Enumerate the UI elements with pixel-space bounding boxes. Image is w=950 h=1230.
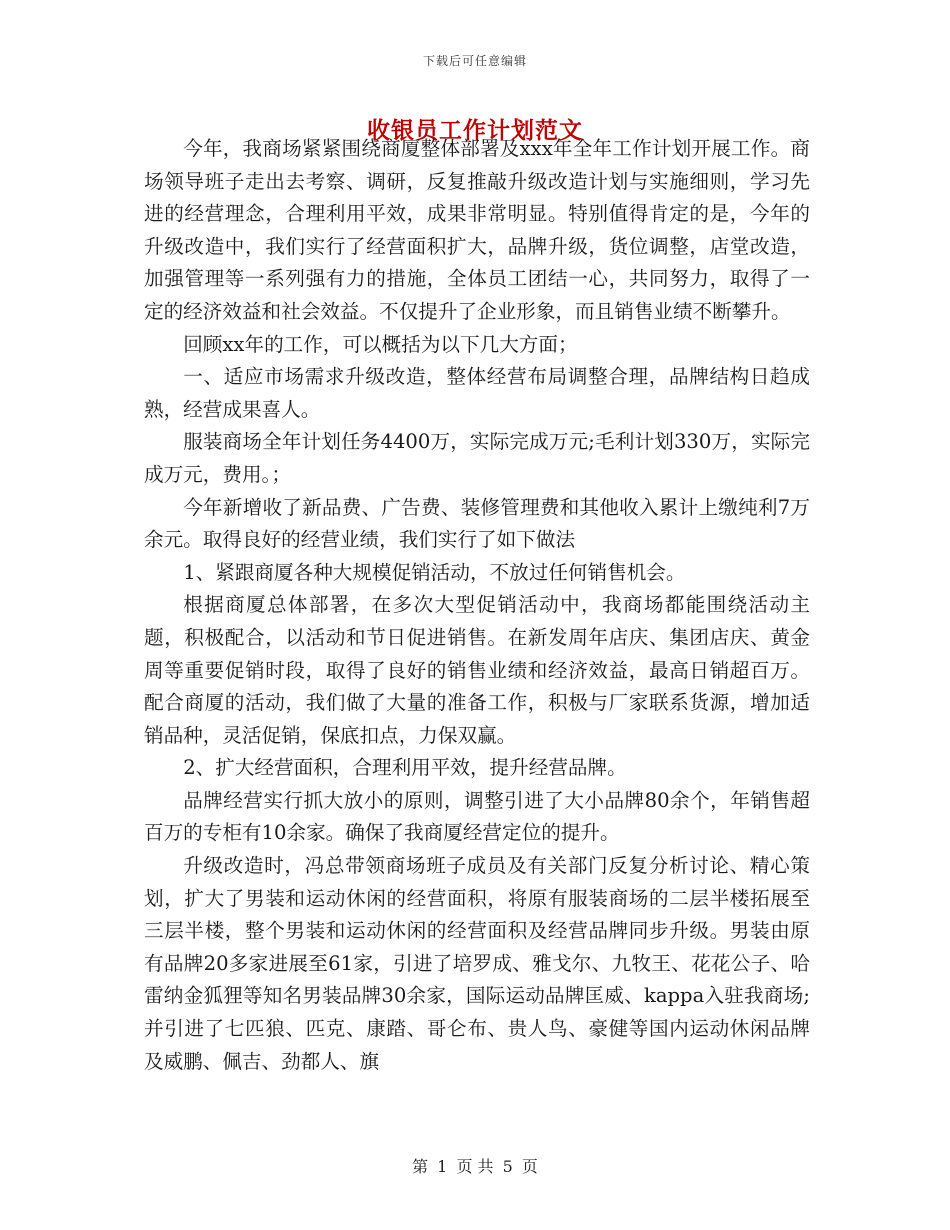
header-note: 下载后可任意编辑 (422, 54, 527, 68)
section-heading: 一、适应市场需求升级改造，整体经营布局调整合理，品牌结构日趋成熟，经营成果喜人。 (144, 365, 810, 421)
paragraph: 升级改造时，冯总带领商场班子成员及有关部门反复分析讨论、精心策划，扩大了男装和运动休闲的经营面积，将原有服装商场的二层半楼拓展至三层半楼，整个男装和运动休闲的经营面积及经营品牌同步升级。男装由原有品牌20多家进展至61家，引进了培罗成、雅戈尔、九牧王、花花公子、哈雷纳金狐狸等知名男装品牌30余家，国际运动品牌匡威、kappa入驻我商场;并引进了七匹狼、匹克、康踏、哥仑布、贵人鸟、豪健等国内运动休闲品牌及威鹏、佩吉、劲都人、旗 (144, 854, 810, 1073)
paragraph: 服装商场全年计划任务4400万，实际完成万元;毛利计划330万，实际完成万元，费用。； (144, 430, 810, 486)
paragraph: 今年，我商场紧紧围绕商厦整体部署及xxx年全年工作计划开展工作。商场领导班子走出去考察、调研，反复推敲升级改造计划与实施细则，学习先进的经营理念，合理利用平效，成果非常明显。特别值得肯定的是，今年的升级改造中，我们实行了经营面积扩大，品牌升级，货位调整，店堂改造，加强管理等一系列强有力的措施，全体员工团结一心，共同努力，取得了一定的经济效益和社会效益。不仅提升了企业形象，而且销售业绩不断攀升。 (144, 137, 810, 323)
subsection-heading: 2、扩大经营面积，合理利用平效，提升经营品牌。 (183, 756, 627, 780)
document-title: 收银员工作计划范文 (367, 117, 583, 144)
footer-mid: 页 共 (456, 1157, 494, 1176)
current-page-number: 1 (437, 1157, 448, 1176)
paragraph: 品牌经营实行抓大放小的原则，调整引进了大小品牌80余个，年销售超百万的专柜有10余家。确保了我商厦经营定位的提升。 (144, 788, 810, 845)
page-footer (0, 1154, 950, 1177)
paragraph: 根据商厦总体部署，在多次大型促销活动中，我商场都能围绕活动主题，积极配合，以活动和节日促进销售。在新发周年店庆、集团店庆、黄金周等重要促销时段，取得了良好的销售业绩和经济效益，最高日销超百万。配合商厦的活动，我们做了大量的准备工作，积极与厂家联系货源，增加适销品种，灵活促销，保底扣点，力保双赢。 (144, 593, 810, 747)
total-page-count: 5 (502, 1157, 513, 1176)
footer-suffix: 页 (521, 1157, 538, 1176)
paragraph: 回顾xx年的工作，可以概括为以下几大方面； (183, 332, 578, 356)
document-body (144, 133, 810, 1078)
footer-prefix: 第 (412, 1157, 429, 1176)
paragraph: 今年新增收了新品费、广告费、装修管理费和其他收入累计上缴纯利7万余元。取得良好的经营业绩，我们实行了如下做法 (144, 495, 810, 552)
subsection-heading: 1、紧跟商厦各种大规模促销活动，不放过任何销售机会。 (183, 560, 686, 584)
